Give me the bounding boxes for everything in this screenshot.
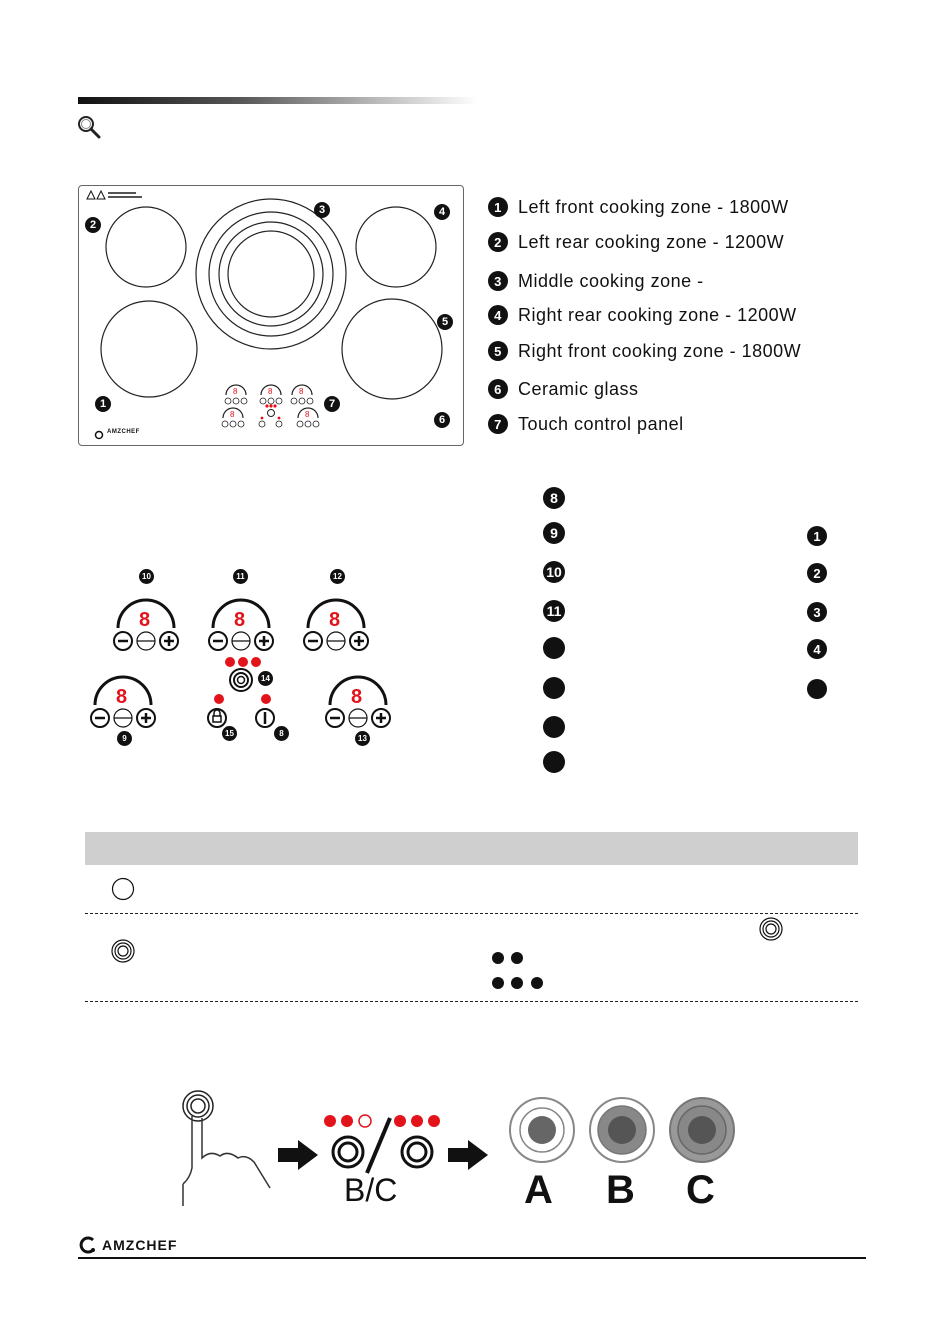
key-badge: 11 bbox=[543, 600, 565, 622]
key-badge bbox=[543, 751, 565, 773]
svg-text:8: 8 bbox=[268, 387, 273, 396]
legend-item bbox=[488, 412, 684, 436]
zone-badge bbox=[807, 679, 827, 699]
callout-6: 6 bbox=[434, 412, 450, 428]
zone-badge: 2 bbox=[807, 563, 827, 583]
legend-item bbox=[488, 303, 797, 327]
single-ring-icon bbox=[111, 877, 135, 901]
svg-text:8: 8 bbox=[230, 410, 235, 419]
table-divider bbox=[85, 1001, 858, 1002]
zone-control-front-left bbox=[91, 677, 155, 727]
footer-brand bbox=[78, 1234, 177, 1256]
callout-15: 15 bbox=[222, 726, 237, 741]
callout-11: 11 bbox=[233, 569, 248, 584]
legend-label: Left front cooking zone - 1800W bbox=[518, 196, 789, 217]
legend-item bbox=[488, 269, 704, 293]
legend-number: 7 bbox=[488, 414, 508, 434]
table-divider bbox=[85, 913, 858, 914]
level-a-label: A bbox=[524, 1168, 553, 1212]
legend-item bbox=[488, 339, 801, 363]
zone-badge: 4 bbox=[807, 639, 827, 659]
level-b bbox=[590, 1098, 654, 1162]
right-rear-zone bbox=[356, 207, 436, 287]
table-header bbox=[85, 832, 858, 865]
legend-number: 5 bbox=[488, 341, 508, 361]
legend-label: Touch control panel bbox=[518, 413, 684, 434]
indicator-dot bbox=[492, 977, 504, 989]
magnifier-icon bbox=[76, 114, 102, 140]
level-c bbox=[670, 1098, 734, 1162]
legend-label: Ceramic glass bbox=[518, 378, 639, 399]
warning-icons bbox=[87, 191, 142, 199]
zone-badge: 1 bbox=[807, 526, 827, 546]
middle-zone-mid bbox=[219, 222, 323, 326]
callout-12: 12 bbox=[330, 569, 345, 584]
indicator-dot bbox=[492, 952, 504, 964]
callout-14: 14 bbox=[258, 671, 273, 686]
key-badge bbox=[543, 716, 565, 738]
callout-10: 10 bbox=[139, 569, 154, 584]
boost-key-icon bbox=[111, 939, 135, 963]
left-front-zone bbox=[101, 301, 197, 397]
callout-8: 8 bbox=[274, 726, 289, 741]
zone-control-middle bbox=[209, 600, 273, 650]
indicator-dot bbox=[531, 977, 543, 989]
cooktop-drawing bbox=[79, 186, 463, 445]
cooktop-diagram bbox=[78, 185, 464, 446]
legend-number: 4 bbox=[488, 305, 508, 325]
zone-badge: 3 bbox=[807, 602, 827, 622]
svg-text:8: 8 bbox=[233, 387, 238, 396]
callout-2: 2 bbox=[85, 217, 101, 233]
legend-item bbox=[488, 195, 789, 219]
level-c-label: C bbox=[686, 1168, 715, 1212]
cooktop-brand-label: AMZCHEF bbox=[107, 429, 140, 435]
callout-3: 3 bbox=[314, 202, 330, 218]
brand-logo-icon bbox=[78, 1235, 98, 1255]
callout-4: 4 bbox=[434, 204, 450, 220]
callout-9: 9 bbox=[117, 731, 132, 746]
legend-label: Middle cooking zone - bbox=[518, 270, 704, 291]
key-badge: 9 bbox=[543, 522, 565, 544]
key-badge: 10 bbox=[543, 561, 565, 583]
key-badge: 8 bbox=[543, 487, 565, 509]
cooktop-brand-logo bbox=[96, 432, 103, 439]
bc-label: B/C bbox=[344, 1172, 398, 1208]
key-badge bbox=[543, 637, 565, 659]
boost-flow-illustration bbox=[180, 1088, 760, 1218]
legend-item bbox=[488, 377, 639, 401]
legend-number: 6 bbox=[488, 379, 508, 399]
zone-control-front-right bbox=[326, 677, 390, 727]
callout-1: 1 bbox=[95, 396, 111, 412]
level-a bbox=[510, 1098, 574, 1162]
legend-number: 3 bbox=[488, 271, 508, 291]
left-rear-zone bbox=[106, 207, 186, 287]
legend-item bbox=[488, 230, 784, 254]
svg-text:8: 8 bbox=[305, 410, 310, 419]
middle-zone-inner bbox=[228, 231, 314, 317]
header-gradient-bar bbox=[78, 97, 478, 104]
footer-rule bbox=[78, 1257, 866, 1259]
legend-number: 1 bbox=[488, 197, 508, 217]
mini-control-panel bbox=[222, 385, 319, 427]
footer-brand-text: AMZCHEF bbox=[102, 1237, 178, 1253]
legend-label: Right front cooking zone - 1800W bbox=[518, 340, 802, 361]
touch-control-panel: 8 bbox=[78, 560, 418, 750]
legend-label: Left rear cooking zone - 1200W bbox=[518, 231, 785, 252]
svg-text:8: 8 bbox=[299, 387, 304, 396]
key-badge bbox=[543, 677, 565, 699]
zone-control-rear-left bbox=[114, 600, 178, 650]
legend-label: Right rear cooking zone - 1200W bbox=[518, 304, 797, 325]
callout-7: 7 bbox=[324, 396, 340, 412]
callout-5: 5 bbox=[437, 314, 453, 330]
legend-number: 2 bbox=[488, 232, 508, 252]
level-b-label: B bbox=[606, 1168, 635, 1212]
right-front-zone bbox=[342, 299, 442, 399]
boost-key-icon-small bbox=[759, 917, 783, 941]
indicator-dot bbox=[511, 952, 523, 964]
callout-13: 13 bbox=[355, 731, 370, 746]
zone-control-rear-right bbox=[304, 600, 368, 650]
indicator-dot bbox=[511, 977, 523, 989]
